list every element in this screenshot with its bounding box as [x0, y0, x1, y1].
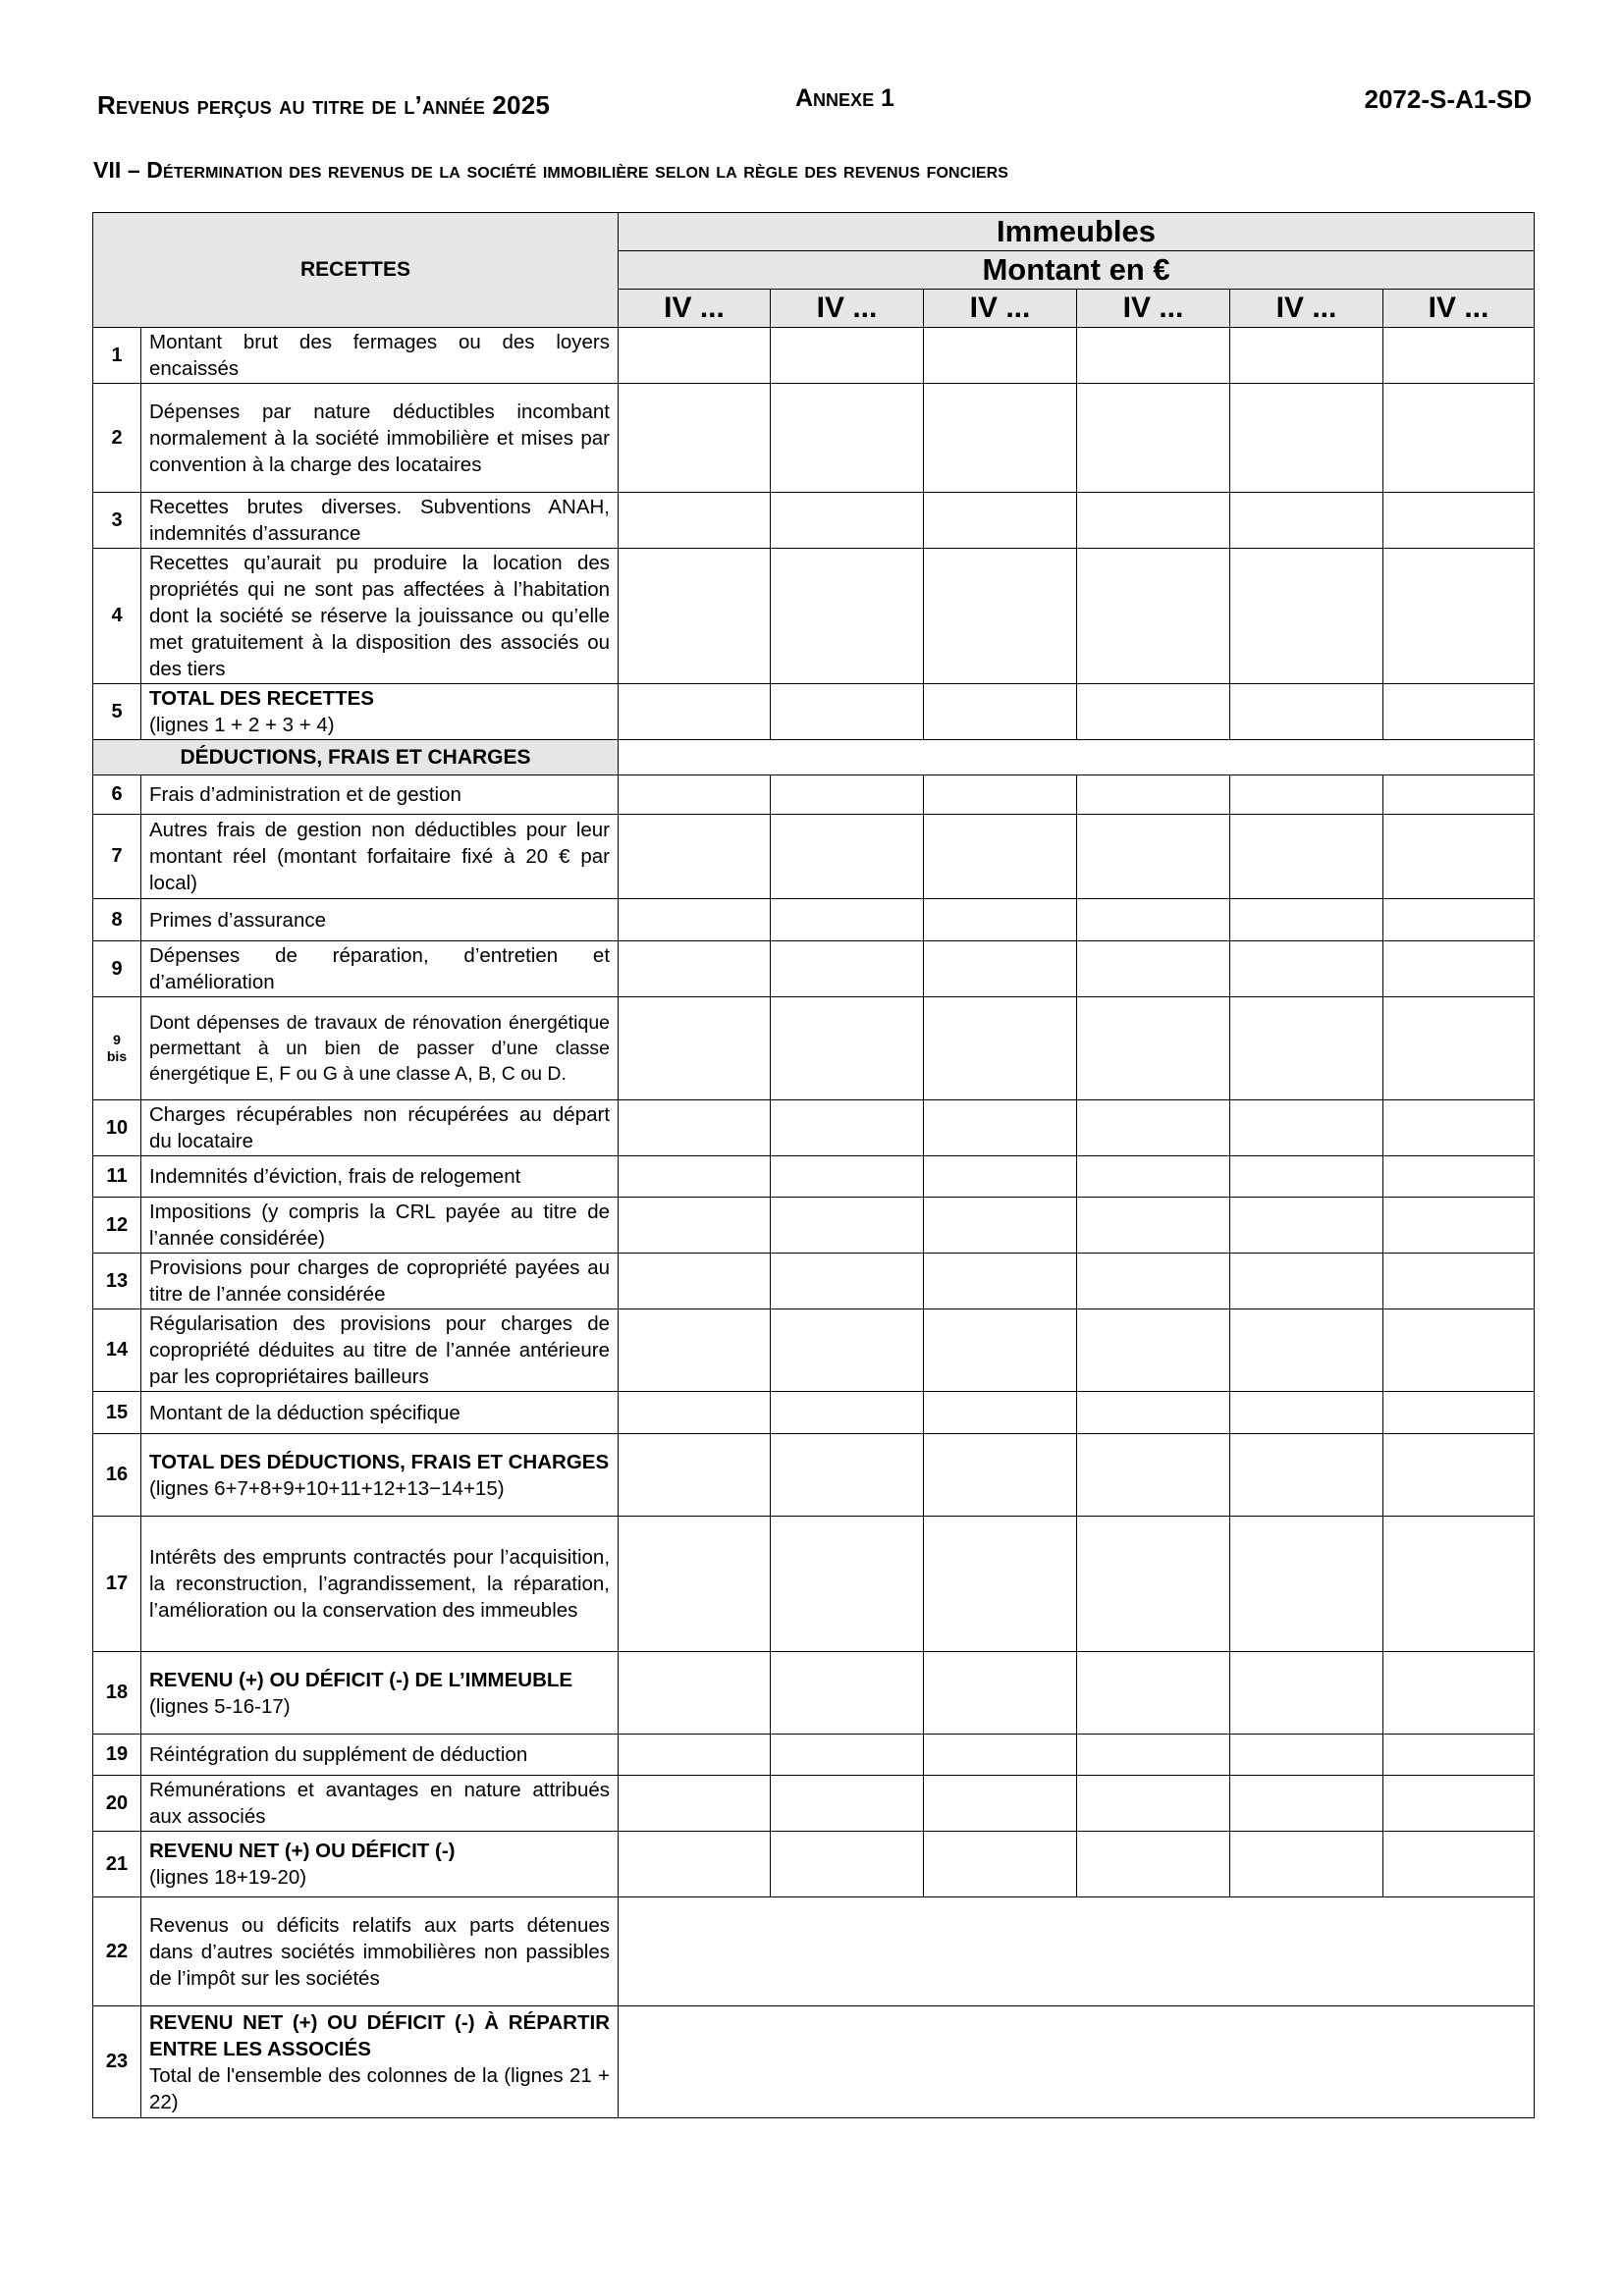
amount-cell[interactable]	[771, 899, 924, 941]
amount-cell[interactable]	[924, 1309, 1077, 1392]
row-label: Dont dépenses de travaux de rénovation énergétique permettant à un bien de passer d’une classe énergétique E, F ou G à une classe A, B, C ou D.	[141, 997, 619, 1100]
amount-cell[interactable]	[619, 1434, 771, 1517]
row-label: Recettes brutes diverses. Subventions ANAH, indemnités d’assurance	[141, 493, 619, 549]
row-label-title: TOTAL DES DÉDUCTIONS, FRAIS ET CHARGES	[149, 1450, 610, 1473]
row-label-title: TOTAL DES RECETTES	[149, 687, 374, 710]
amount-cell[interactable]	[924, 1156, 1077, 1198]
form-row-19	[93, 1735, 1535, 1776]
amount-cell[interactable]	[619, 997, 771, 1100]
amount-cell[interactable]	[924, 493, 1077, 549]
amount-cell[interactable]	[1383, 1100, 1535, 1156]
amount-cell[interactable]	[1077, 684, 1230, 740]
row-label	[141, 1434, 619, 1517]
row-label	[141, 684, 619, 740]
row-label-title: REVENU NET (+) OU DÉFICIT (-) À RÉPARTIR ENTRE LES ASSOCIÉS	[149, 2010, 611, 2060]
row-label-detail: (lignes 1 + 2 + 3 + 4)	[149, 714, 335, 736]
row-label: Charges récupérables non récupérées au départ du locataire	[141, 1100, 619, 1156]
row-label	[141, 1652, 619, 1735]
amount-cell[interactable]	[619, 549, 771, 684]
row-number: 11	[93, 1156, 141, 1198]
amount-cell[interactable]	[1230, 1832, 1383, 1897]
form-row-7	[93, 815, 1535, 899]
form-row-6	[93, 775, 1535, 815]
amount-cell[interactable]	[1077, 775, 1230, 815]
amount-cell[interactable]	[1230, 1776, 1383, 1832]
amount-cell[interactable]	[924, 1735, 1077, 1776]
form-row-21	[93, 1832, 1535, 1897]
deductions-header-blank	[619, 740, 1535, 775]
amount-cell[interactable]	[771, 1392, 924, 1434]
amount-cell[interactable]	[924, 1198, 1077, 1254]
amount-cell[interactable]	[1383, 1309, 1535, 1392]
header-year-title: Revenus perçus au titre de l’année 2025	[97, 90, 551, 120]
row-number: 17	[93, 1517, 141, 1652]
row-number: 13	[93, 1254, 141, 1309]
amount-cell[interactable]	[1383, 1517, 1535, 1652]
row-label-detail: (lignes 18+19-20)	[149, 1866, 307, 1889]
amount-cell[interactable]	[1383, 941, 1535, 997]
row-label: Intérêts des emprunts contractés pour l’acquisition, la reconstruction, l’agrandissement, la réparation, l’amélioration ou la conservation des immeubles	[141, 1517, 619, 1652]
row-label: Dépenses par nature déductibles incombant normalement à la société immobilière et mises par convention à la charge des locataires	[141, 384, 619, 493]
amount-cell[interactable]	[1383, 1776, 1535, 1832]
amount-cell[interactable]	[771, 1254, 924, 1309]
amount-cell[interactable]	[619, 1517, 771, 1652]
form-row-11	[93, 1156, 1535, 1198]
amount-cell[interactable]	[771, 1776, 924, 1832]
amount-cell[interactable]	[1383, 1198, 1535, 1254]
amount-cell[interactable]	[771, 941, 924, 997]
row-number: 19	[93, 1735, 141, 1776]
column-header-1: IV ...	[619, 290, 771, 328]
amount-cell[interactable]	[619, 1309, 771, 1392]
amount-cell[interactable]	[1383, 1392, 1535, 1434]
row-label: Autres frais de gestion non déductibles pour leur montant réel (montant forfaitaire fixé à 20 € par local)	[141, 815, 619, 899]
row-label	[141, 1832, 619, 1897]
row-number: 15	[93, 1392, 141, 1434]
amount-cell[interactable]	[771, 549, 924, 684]
deductions-header-row	[93, 740, 1535, 775]
row-label: Réintégration du supplément de déduction	[141, 1735, 619, 1776]
row-label: Frais d’administration et de gestion	[141, 775, 619, 815]
amount-cell[interactable]	[924, 1434, 1077, 1517]
amount-cell[interactable]	[771, 1156, 924, 1198]
row-number-main: 9	[113, 1032, 121, 1047]
amount-cell[interactable]	[1077, 384, 1230, 493]
amount-cell[interactable]	[619, 1776, 771, 1832]
row-label: Montant de la déduction spécifique	[141, 1392, 619, 1434]
amount-cell[interactable]	[619, 493, 771, 549]
form-row-20	[93, 1776, 1535, 1832]
amount-cell[interactable]	[1383, 493, 1535, 549]
row-label	[141, 2006, 619, 2118]
amount-cell[interactable]	[1077, 493, 1230, 549]
amount-cell-wide[interactable]	[619, 1897, 1535, 2006]
amount-cell[interactable]	[924, 1652, 1077, 1735]
montant-header: Montant en €	[619, 251, 1535, 290]
amount-cell[interactable]	[1230, 549, 1383, 684]
amount-cell[interactable]	[771, 493, 924, 549]
amount-cell[interactable]	[771, 1434, 924, 1517]
row-number: 22	[93, 1897, 141, 2006]
amount-cell[interactable]	[1230, 1156, 1383, 1198]
amount-cell[interactable]	[1077, 1156, 1230, 1198]
form-row-9	[93, 941, 1535, 997]
amount-cell[interactable]	[619, 1198, 771, 1254]
row-number: 1	[93, 328, 141, 384]
form-row-15	[93, 1392, 1535, 1434]
row-number: 18	[93, 1652, 141, 1735]
amount-cell[interactable]	[924, 815, 1077, 899]
row-number: 4	[93, 549, 141, 684]
amount-cell[interactable]	[771, 815, 924, 899]
row-label-detail: (lignes 6+7+8+9+10+11+12+13−14+15)	[149, 1476, 505, 1500]
row-number: 12	[93, 1198, 141, 1254]
amount-cell[interactable]	[1077, 328, 1230, 384]
amount-cell[interactable]	[924, 549, 1077, 684]
amount-cell[interactable]	[1077, 1832, 1230, 1897]
amount-cell[interactable]	[924, 1254, 1077, 1309]
amount-cell[interactable]	[771, 775, 924, 815]
amount-cell[interactable]	[924, 1832, 1077, 1897]
amount-cell[interactable]	[1077, 941, 1230, 997]
amount-cell[interactable]	[924, 384, 1077, 493]
row-label: Impositions (y compris la CRL payée au titre de l’année considérée)	[141, 1198, 619, 1254]
amount-cell[interactable]	[771, 997, 924, 1100]
amount-cell[interactable]	[1077, 1309, 1230, 1392]
header-row-immeubles	[93, 213, 1535, 251]
amount-cell[interactable]	[771, 1198, 924, 1254]
amount-cell[interactable]	[1077, 1392, 1230, 1434]
column-header-4: IV ...	[1077, 290, 1230, 328]
amount-cell[interactable]	[619, 684, 771, 740]
amount-cell[interactable]	[1230, 1392, 1383, 1434]
amount-cell[interactable]	[1383, 384, 1535, 493]
amount-cell[interactable]	[619, 1254, 771, 1309]
amount-cell[interactable]	[1230, 684, 1383, 740]
amount-cell[interactable]	[1230, 1100, 1383, 1156]
amount-cell[interactable]	[619, 1652, 771, 1735]
amount-cell[interactable]	[1230, 815, 1383, 899]
row-number: 2	[93, 384, 141, 493]
amount-cell[interactable]	[1383, 1254, 1535, 1309]
amount-cell[interactable]	[1077, 1735, 1230, 1776]
immeubles-header: Immeubles	[619, 213, 1535, 251]
row-label-title: REVENU NET (+) OU DÉFICIT (-)	[149, 1840, 456, 1862]
amount-cell[interactable]	[619, 1832, 771, 1897]
amount-cell[interactable]	[1383, 1735, 1535, 1776]
amount-cell[interactable]	[924, 997, 1077, 1100]
deductions-header: DÉDUCTIONS, FRAIS ET CHARGES	[93, 740, 619, 775]
form-row-2	[93, 384, 1535, 493]
row-label: Dépenses de réparation, d’entretien et d’amélioration	[141, 941, 619, 997]
amount-cell[interactable]	[1077, 1254, 1230, 1309]
row-number: 8	[93, 899, 141, 941]
amount-cell[interactable]	[1077, 1198, 1230, 1254]
amount-cell[interactable]	[771, 684, 924, 740]
amount-cell[interactable]	[771, 328, 924, 384]
amount-cell[interactable]	[619, 941, 771, 997]
form-row-14	[93, 1309, 1535, 1392]
row-label: Montant brut des fermages ou des loyers encaissés	[141, 328, 619, 384]
amount-cell[interactable]	[1230, 941, 1383, 997]
row-number: 5	[93, 684, 141, 740]
column-header-2: IV ...	[771, 290, 924, 328]
form-row-1	[93, 328, 1535, 384]
amount-cell[interactable]	[619, 384, 771, 493]
row-label: Recettes qu’aurait pu produire la location des propriétés qui ne sont pas affectées à l’habitation dont la société se réserve la jouissance ou qu’elle met gratuitement à la disposition des associés ou des tiers	[141, 549, 619, 684]
amount-cell[interactable]	[1383, 1652, 1535, 1735]
form-row-16	[93, 1434, 1535, 1517]
amount-cell[interactable]	[1230, 1309, 1383, 1392]
amount-cell[interactable]	[1383, 684, 1535, 740]
row-label: Régularisation des provisions pour charges de copropriété déduites au titre de l’année antérieure par les copropriétaires bailleurs	[141, 1309, 619, 1392]
amount-cell[interactable]	[1230, 493, 1383, 549]
page-header	[93, 84, 1532, 133]
header-annex: Annexe 1	[795, 84, 894, 112]
amount-cell[interactable]	[771, 1517, 924, 1652]
amount-cell[interactable]	[1230, 1198, 1383, 1254]
amount-cell[interactable]	[619, 815, 771, 899]
amount-cell[interactable]	[1077, 549, 1230, 684]
amount-cell[interactable]	[924, 1517, 1077, 1652]
amount-cell[interactable]	[1230, 997, 1383, 1100]
row-number: 20	[93, 1776, 141, 1832]
amount-cell[interactable]	[619, 775, 771, 815]
amount-cell[interactable]	[771, 1309, 924, 1392]
row-number: 9	[93, 941, 141, 997]
amount-cell[interactable]	[1077, 815, 1230, 899]
amount-cell[interactable]	[1383, 328, 1535, 384]
amount-cell[interactable]	[619, 1735, 771, 1776]
row-label-detail: (lignes 5-16-17)	[149, 1694, 291, 1718]
form-row-23	[93, 2006, 1535, 2118]
amount-cell[interactable]	[924, 941, 1077, 997]
row-label: Revenus ou déficits relatifs aux parts détenues dans d’autres sociétés immobilières non passibles de l’impôt sur les sociétés	[141, 1897, 619, 2006]
amount-cell[interactable]	[1230, 775, 1383, 815]
row-label: Rémunérations et avantages en nature attribués aux associés	[141, 1776, 619, 1832]
amount-cell[interactable]	[924, 775, 1077, 815]
amount-cell[interactable]	[1077, 997, 1230, 1100]
amount-cell[interactable]	[1077, 1517, 1230, 1652]
amount-cell[interactable]	[1077, 1776, 1230, 1832]
row-label: Provisions pour charges de copropriété payées au titre de l’année considérée	[141, 1254, 619, 1309]
row-number: 16	[93, 1434, 141, 1517]
amount-cell[interactable]	[1230, 1652, 1383, 1735]
amount-cell[interactable]	[619, 328, 771, 384]
amount-cell[interactable]	[1077, 1652, 1230, 1735]
form-row-9-bis	[93, 997, 1535, 1100]
amount-cell[interactable]	[1230, 1254, 1383, 1309]
form-row-10	[93, 1100, 1535, 1156]
row-number: 10	[93, 1100, 141, 1156]
row-label: Primes d’assurance	[141, 899, 619, 941]
amount-cell[interactable]	[1077, 1100, 1230, 1156]
amount-cell[interactable]	[619, 1100, 771, 1156]
amount-cell[interactable]	[924, 899, 1077, 941]
row-number: 3	[93, 493, 141, 549]
amount-cell[interactable]	[771, 1100, 924, 1156]
amount-cell[interactable]	[924, 684, 1077, 740]
amount-cell[interactable]	[1230, 1517, 1383, 1652]
row-number: 23	[93, 2006, 141, 2118]
column-header-6: IV ...	[1383, 290, 1535, 328]
row-number-suffix: bis	[106, 1048, 128, 1064]
amount-cell[interactable]	[924, 1100, 1077, 1156]
amount-cell[interactable]	[1077, 1434, 1230, 1517]
amount-cell[interactable]	[1383, 775, 1535, 815]
row-number: 14	[93, 1309, 141, 1392]
income-form-table	[92, 212, 1535, 2118]
amount-cell[interactable]	[1383, 1156, 1535, 1198]
amount-cell[interactable]	[1077, 899, 1230, 941]
section-title: VII – Détermination des revenus de la société immobilière selon la règle des revenus fonciers	[93, 157, 1009, 183]
amount-cell[interactable]	[1230, 328, 1383, 384]
form-row-18	[93, 1652, 1535, 1735]
amount-cell[interactable]	[771, 384, 924, 493]
amount-cell[interactable]	[924, 1776, 1077, 1832]
form-row-3	[93, 493, 1535, 549]
amount-cell-wide[interactable]	[619, 2006, 1535, 2118]
amount-cell[interactable]	[1383, 1832, 1535, 1897]
amount-cell[interactable]	[619, 1392, 771, 1434]
recettes-header: RECETTES	[93, 213, 619, 328]
amount-cell[interactable]	[1230, 1434, 1383, 1517]
amount-cell[interactable]	[771, 1832, 924, 1897]
amount-cell[interactable]	[924, 1392, 1077, 1434]
amount-cell[interactable]	[619, 1156, 771, 1198]
amount-cell[interactable]	[771, 1652, 924, 1735]
row-label-title: REVENU (+) OU DÉFICIT (-) DE L’IMMEUBLE	[149, 1668, 573, 1691]
form-row-13	[93, 1254, 1535, 1309]
form-row-12	[93, 1198, 1535, 1254]
form-row-22	[93, 1897, 1535, 2006]
row-number: 7	[93, 815, 141, 899]
form-row-4	[93, 549, 1535, 684]
amount-cell[interactable]	[619, 899, 771, 941]
amount-cell[interactable]	[1383, 1434, 1535, 1517]
form-row-17	[93, 1517, 1535, 1652]
row-number: 6	[93, 775, 141, 815]
amount-cell[interactable]	[1230, 1735, 1383, 1776]
column-header-5: IV ...	[1230, 290, 1383, 328]
amount-cell[interactable]	[1383, 899, 1535, 941]
form-row-8	[93, 899, 1535, 941]
column-header-3: IV ...	[924, 290, 1077, 328]
row-number	[93, 997, 141, 1100]
header-form-code: 2072-S-A1-SD	[1364, 84, 1532, 114]
amount-cell[interactable]	[1383, 997, 1535, 1100]
row-label: Indemnités d’éviction, frais de relogement	[141, 1156, 619, 1198]
row-label-detail: Total de l'ensemble des colonnes de la (lignes 21 + 22)	[149, 2063, 611, 2113]
amount-cell[interactable]	[1383, 549, 1535, 684]
row-number: 21	[93, 1832, 141, 1897]
amount-cell[interactable]	[1383, 815, 1535, 899]
amount-cell[interactable]	[771, 1735, 924, 1776]
amount-cell[interactable]	[1230, 899, 1383, 941]
amount-cell[interactable]	[1230, 384, 1383, 493]
amount-cell[interactable]	[924, 328, 1077, 384]
form-row-5	[93, 684, 1535, 740]
